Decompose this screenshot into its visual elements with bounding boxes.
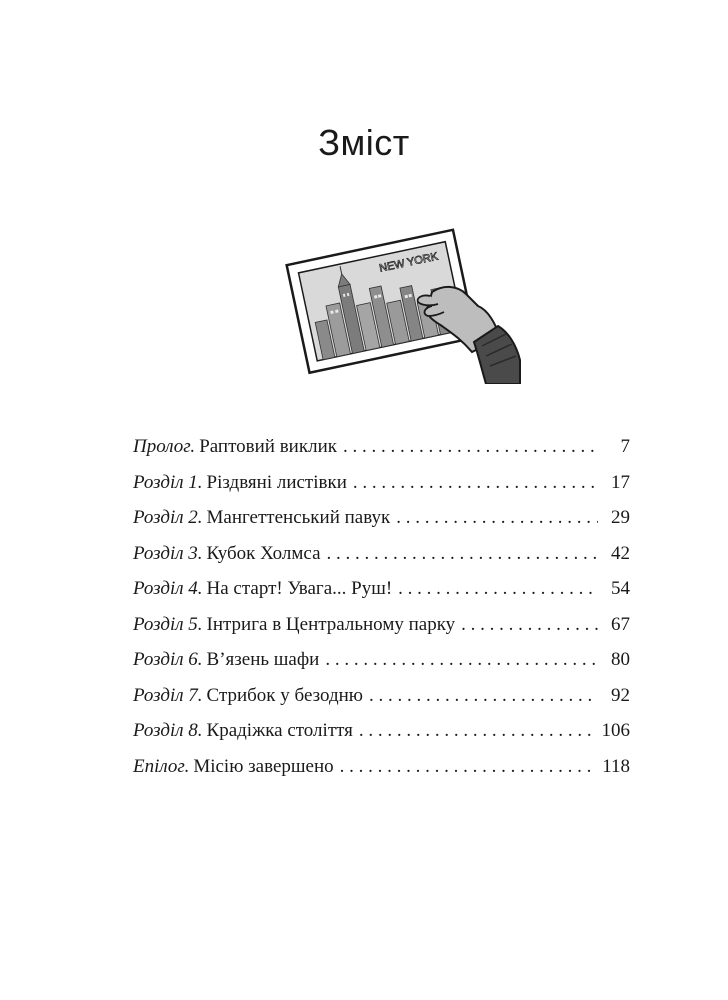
toc-leader-dots [353,472,598,494]
toc-title: На старт! Увага... Руш! [206,578,393,599]
toc-label: Розділ 7. [133,684,203,706]
toc-entry-chapter-6 [133,649,630,685]
toc-label: Розділ 3. [133,542,203,564]
toc-entry-chapter-3 [133,543,630,579]
toc-leader-dots [461,614,598,636]
toc-entry-chapter-4 [133,578,630,614]
toc-leader-dots [343,436,598,458]
toc-leader-dots [359,720,596,742]
page-title: Зміст [318,122,410,163]
toc-entry-chapter-8 [133,720,630,756]
toc-entry-chapter-5 [133,614,630,650]
toc-page-number: 54 [611,578,630,599]
toc-page-number: 106 [601,720,630,741]
toc-title: В’язень шафи [206,649,320,670]
toc-page-number: 67 [611,613,630,635]
postcard-caption: NEW YORK [378,250,440,275]
toc-page-number: 7 [620,436,630,457]
toc-title: Місію завершено [193,755,334,777]
toc-title: Стрибок у безодню [206,684,363,706]
toc-title: Інтрига в Центральному парку [206,613,456,635]
toc-entry-chapter-2 [133,507,630,543]
toc-label: Розділ 6. [133,649,203,670]
toc-page-number: 42 [611,542,630,564]
toc-leader-dots [325,649,598,671]
toc-entry-chapter-7 [133,685,630,721]
toc-page-number: 29 [611,507,630,528]
toc-title: Різдвяні листівки [206,471,347,493]
toc-leader-dots [340,756,597,778]
toc-label: Розділ 1. [133,471,203,493]
toc-title: Раптовий виклик [199,436,337,457]
toc-entry-chapter-1 [133,472,630,508]
toc-entry-epilogue [133,756,630,792]
toc-label: Розділ 8. [133,720,203,741]
toc-entry-prologue [133,436,630,472]
toc-label: Розділ 2. [133,507,203,528]
toc-title: Кубок Холмса [206,542,321,564]
table-of-contents [133,436,630,791]
toc-label: Розділ 5. [133,613,203,635]
postcard-illustration [282,214,522,384]
toc-title: Мангеттенський павук [206,507,391,528]
toc-leader-dots [398,578,598,600]
toc-label: Розділ 4. [133,578,203,599]
toc-title: Крадіжка століття [206,720,353,741]
toc-page-number: 118 [602,755,630,777]
toc-leader-dots [396,507,598,529]
toc-page-number: 80 [611,649,630,670]
toc-label: Епілог. [133,755,190,777]
toc-page-number: 17 [611,471,630,493]
toc-page-number: 92 [611,684,630,706]
toc-label: Пролог. [133,436,196,457]
toc-leader-dots [327,543,598,565]
toc-leader-dots [369,685,598,707]
